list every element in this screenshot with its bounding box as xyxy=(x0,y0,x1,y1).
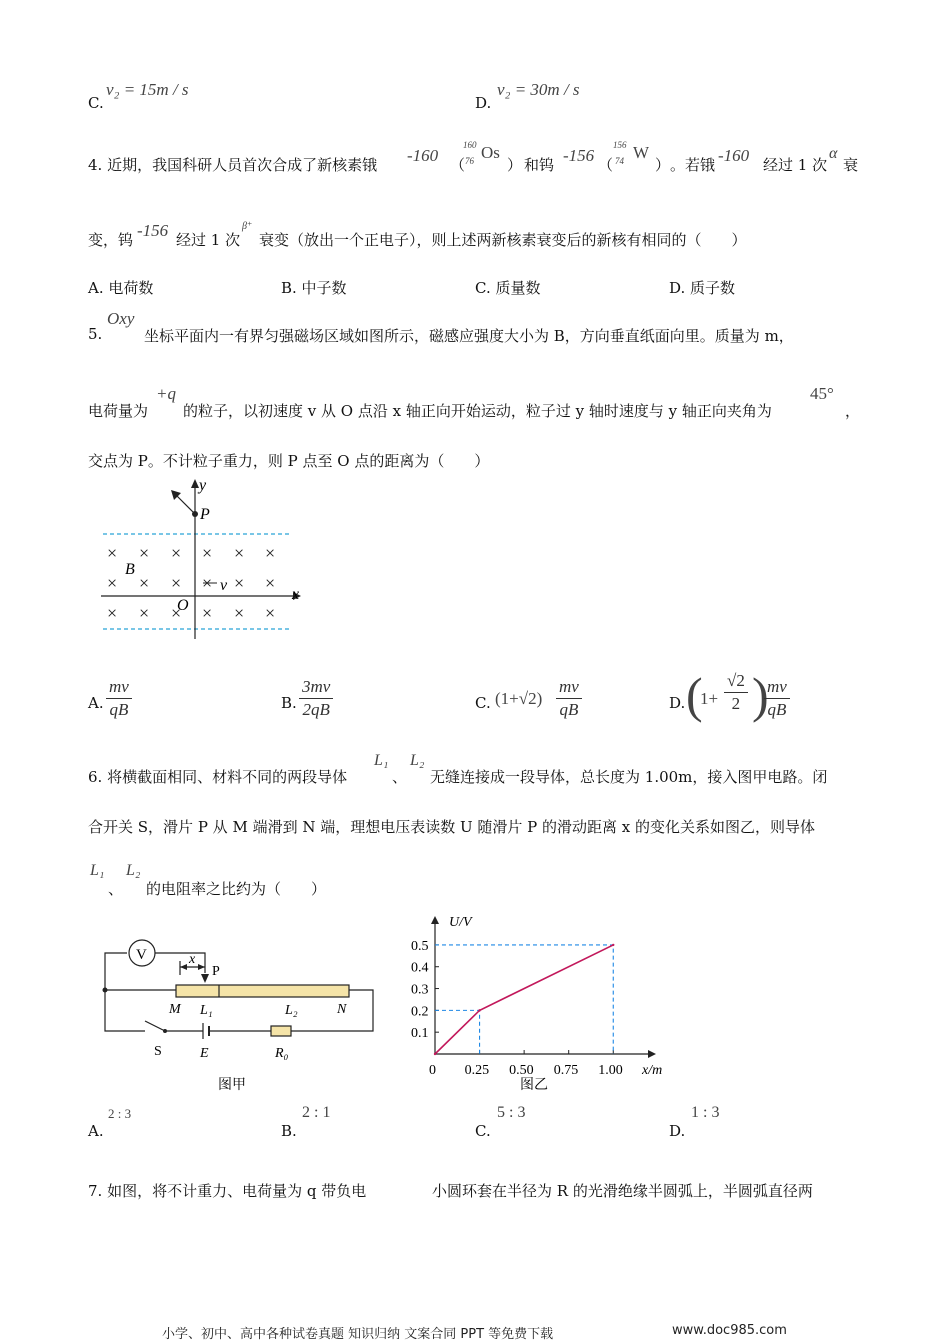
field-cross-1-1: × xyxy=(139,573,150,593)
q4-line1-e: 衰 xyxy=(843,156,859,174)
q4-line2-b: 经过 1 次 xyxy=(176,231,241,249)
q6-l1-b: L₁ xyxy=(90,862,105,879)
field-cross-2-3: × xyxy=(202,603,213,623)
resistor-r0 xyxy=(271,1026,291,1036)
field-cross-0-0: × xyxy=(107,543,118,563)
q6-line3: 的电阻率之比约为（ ） xyxy=(146,880,327,898)
label-r0: R₀ xyxy=(275,1046,289,1061)
field-cross-2-1: × xyxy=(139,603,150,623)
q4-os-A: 160 xyxy=(463,140,477,150)
chart-caption: 图乙 xyxy=(520,1078,548,1093)
field-cross-0-3: × xyxy=(202,543,213,563)
label-b: B xyxy=(125,561,135,578)
label-voltmeter: V xyxy=(136,947,147,963)
q4-paren: （ xyxy=(450,156,466,174)
footer-text: 小学、初中、高中各种试卷真题 知识归纳 文案合同 PPT 等免费下载 xyxy=(162,1327,554,1342)
q6-option-d-value: 1 : 3 xyxy=(691,1104,720,1121)
slider-arrowhead xyxy=(201,974,209,983)
q5-option-c-fraction: $\frac{mv}{qB}$ xyxy=(556,676,582,721)
q4-line1-a: 4. 近期，我国科研人员首次合成了新核素锇 xyxy=(88,156,378,174)
q5-option-a-label: A. xyxy=(88,694,104,712)
chart-y-tick-3: 0.4 xyxy=(411,960,429,976)
field-cross-2-0: × xyxy=(107,603,118,623)
q4-line2-c: 衰变（放出一个正电子），则上述两新核素衰变后的新核有相同的（ ） xyxy=(259,231,747,249)
q4-w-Z: 74 xyxy=(615,156,624,166)
q4-w-mass: -156 xyxy=(563,146,595,165)
field-cross-1-3: × xyxy=(202,573,213,593)
footer-site[interactable]: www.doc985.com xyxy=(672,1323,787,1338)
label-o: O xyxy=(177,597,189,614)
q4-paren-close: ） xyxy=(507,156,523,174)
field-cross-1-5: × xyxy=(265,573,276,593)
q4-line2-a: 变，钨 xyxy=(88,231,134,249)
q6-line1-b: 无缝连接成一段导体，总长度为 1.00m，接入图甲电路。闭 xyxy=(430,768,828,786)
q4-alpha: α xyxy=(829,145,838,162)
q6-l2-b: L₂ xyxy=(126,862,141,879)
chart-y-axis-arrow xyxy=(431,916,439,924)
q4-line1-b: 和钨 xyxy=(524,156,555,174)
circuit-diagram xyxy=(95,935,395,1095)
field-cross-1-4: × xyxy=(234,573,245,593)
circuit-caption: 图甲 xyxy=(218,1078,246,1093)
field-crosses xyxy=(107,543,275,623)
switch-lever xyxy=(145,1021,165,1031)
chart-x-tick-0: 0 xyxy=(429,1063,436,1078)
switch-pivot xyxy=(163,1029,167,1033)
q5-line2-a: 电荷量为 xyxy=(88,402,149,420)
option-d-label: D. xyxy=(475,94,492,112)
q4-paren2: （ xyxy=(598,156,614,174)
chart-y-tick-1: 0.2 xyxy=(411,1004,429,1020)
q5-option-d-fraction: $\frac{mv}{qB}$ xyxy=(764,676,790,721)
wire-switch-to-left xyxy=(105,990,145,1031)
q6-option-d-label: D. xyxy=(669,1122,686,1140)
x-dim-arrow-left xyxy=(180,964,187,970)
chart-x-tick-2: 0.50 xyxy=(509,1063,534,1078)
q4-paren2-close: ） xyxy=(655,156,671,174)
q6-line2: 合开关 S，滑片 P 从 M 端滑到 N 端，理想电压表读数 U 随滑片 P 的滑动距离 x 的变化关系如图乙，则导体 xyxy=(88,818,816,836)
label-m: M xyxy=(169,1002,181,1017)
q4-line1-c: 。若锇 xyxy=(670,156,716,174)
velocity-vector xyxy=(175,494,195,514)
chart-y-label: U/V xyxy=(449,915,472,930)
chart-y-tick-0: 0.1 xyxy=(411,1026,429,1042)
field-cross-1-0: × xyxy=(107,573,118,593)
q4-os-symbol: Os xyxy=(481,143,500,162)
q7-text-a: 7. 如图，将不计重力、电荷量为 q 带负电 xyxy=(88,1182,367,1200)
field-cross-0-2: × xyxy=(171,543,182,563)
q6-l2: L₂ xyxy=(410,752,425,769)
chart-guide-line-1 xyxy=(435,945,613,1054)
label-e: E xyxy=(200,1046,209,1061)
q4-os-mass: -160 xyxy=(407,146,439,165)
junction-dot xyxy=(103,988,108,993)
option-c-formula: v₂ = 15m / s xyxy=(106,80,189,99)
q6-option-a-label: A. xyxy=(88,1122,104,1140)
label-x-distance: x xyxy=(189,952,196,967)
q5-number: 5. xyxy=(88,325,103,343)
field-cross-2-2: × xyxy=(171,603,182,623)
chart-x-tick-3: 0.75 xyxy=(553,1063,579,1078)
label-switch-s: S xyxy=(154,1044,162,1059)
chart-y-tick-2: 0.3 xyxy=(411,982,429,998)
chart-point-0-2 xyxy=(612,944,614,946)
field-cross-2-5: × xyxy=(265,603,276,623)
q5-line3: 交点为 P。不计粒子重力，则 P 点至 O 点的距离为（ ） xyxy=(88,452,490,470)
q4-os-mass-2: -160 xyxy=(718,146,750,165)
q5-option-d-label: D. xyxy=(669,694,686,712)
q6-option-c-value: 5 : 3 xyxy=(497,1104,526,1121)
q5-line2-c: ， xyxy=(845,402,861,420)
q4-option-b: B. 中子数 xyxy=(281,279,347,297)
voltage-distance-chart xyxy=(410,912,690,1102)
q6-option-a-value: 2 : 3 xyxy=(108,1106,132,1121)
q4-line1-d: 经过 1 次 xyxy=(763,156,828,174)
chart-series-line-0 xyxy=(435,945,613,1054)
q5-option-a-fraction: $\frac{mv}{qB}$ xyxy=(106,676,132,721)
q5-line1: 坐标平面内一有界匀强磁场区域如图所示，磁感应强度大小为 B，方向垂直纸面向里。质量为 m， xyxy=(144,327,794,345)
x-dim-arrow-right xyxy=(198,964,205,970)
label-y: y xyxy=(199,477,207,494)
q6-separator-b: 、 xyxy=(108,880,124,898)
q4-w-mass-2: -156 xyxy=(137,221,169,240)
q5-oxy: Oxy xyxy=(107,309,135,328)
q5-option-b-fraction: $\frac{3mv}{2qB}$ xyxy=(299,676,333,721)
option-d-formula: v₂ = 30m / s xyxy=(497,80,580,99)
point-p-marker xyxy=(192,511,198,517)
q5-option-d-sqrt-fraction: $\frac{√2}{2}$ xyxy=(724,670,748,715)
field-cross-2-4: × xyxy=(234,603,245,623)
wire-to-voltmeter xyxy=(105,953,127,990)
q4-option-d: D. 质子数 xyxy=(669,279,736,297)
q5-angle: 45° xyxy=(810,384,834,403)
chart-point-0-1 xyxy=(478,1009,480,1011)
q5-option-c-label: C. xyxy=(475,694,491,712)
q6-option-c-label: C. xyxy=(475,1122,491,1140)
q4-option-a: A. 电荷数 xyxy=(88,279,154,297)
chart-x-tick-1: 0.25 xyxy=(464,1063,490,1078)
option-c-label: C. xyxy=(88,94,104,112)
q6-option-b-value: 2 : 1 xyxy=(302,1104,331,1121)
q4-os-Z: 76 xyxy=(465,156,474,166)
label-v: v xyxy=(220,577,228,594)
chart-x-label: x/m xyxy=(642,1063,663,1078)
q5-option-b-label: B. xyxy=(281,694,297,712)
label-l2: L₂ xyxy=(285,1003,298,1018)
q5-option-c-coef: (1+√2) xyxy=(495,689,543,708)
field-cross-0-4: × xyxy=(234,543,245,563)
chart-x-axis-arrow xyxy=(648,1050,656,1058)
q5-option-d-close: ) xyxy=(752,667,769,723)
chart-y-tick-4: 0.5 xyxy=(411,938,429,954)
field-cross-0-5: × xyxy=(265,543,276,563)
q4-beta: β⁺ xyxy=(242,221,253,232)
q4-w-symbol: W xyxy=(633,143,650,162)
q6-separator: 、 xyxy=(392,768,408,786)
q6-option-b-label: B. xyxy=(281,1122,297,1140)
field-cross-0-1: × xyxy=(139,543,150,563)
conductor-bar xyxy=(176,985,349,997)
label-l1: L₁ xyxy=(200,1003,213,1018)
q6-line1-a: 6. 将横截面相同、材料不同的两段导体 xyxy=(88,768,348,786)
label-p: P xyxy=(200,506,210,523)
magnetic-field-figure xyxy=(95,474,315,644)
q5-option-d-one: 1+ xyxy=(700,689,719,708)
label-x: x xyxy=(292,586,300,603)
q4-option-c: C. 质量数 xyxy=(475,279,541,297)
field-cross-1-2: × xyxy=(171,573,182,593)
q5-option-d-open: ( xyxy=(686,667,703,723)
q4-w-A: 156 xyxy=(613,140,627,150)
q5-charge: +q xyxy=(156,384,176,403)
q5-line2-b: 的粒子，以初速度 v 从 O 点沿 x 轴正向开始运动，粒子过 y 轴时速度与 y 轴正向夹角为 xyxy=(183,402,772,420)
y-axis-arrow xyxy=(191,479,199,488)
label-n: N xyxy=(337,1002,347,1017)
label-slider-p: P xyxy=(212,964,220,979)
chart-x-tick-4: 1.00 xyxy=(598,1063,623,1078)
chart-point-0-0 xyxy=(434,1053,436,1055)
q6-l1: L₁ xyxy=(374,752,389,769)
q7-text-b: 小圆环套在半径为 R 的光滑绝缘半圆弧上，半圆弧直径两 xyxy=(432,1182,813,1200)
